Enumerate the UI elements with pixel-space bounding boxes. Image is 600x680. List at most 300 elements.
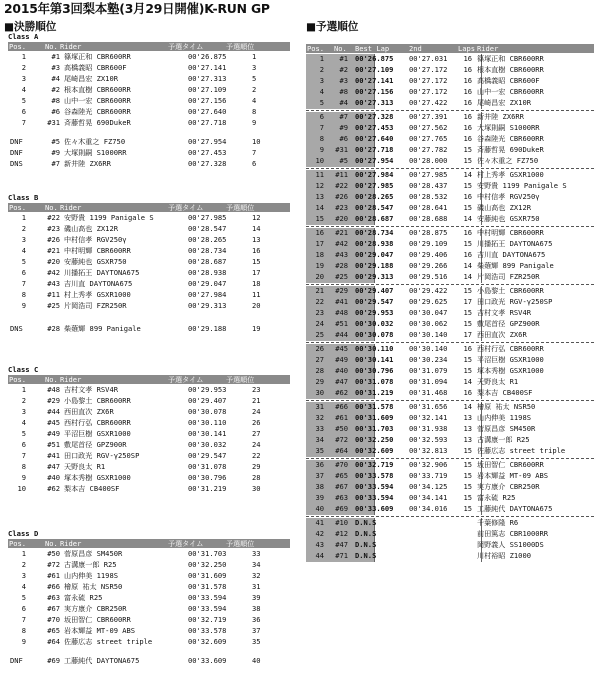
lap-cell-box bbox=[374, 540, 482, 551]
header-cell: No. bbox=[45, 375, 58, 384]
best-lap-cell: 00'31.703 bbox=[355, 424, 394, 433]
2nd-lap-cell: 00'32.906 bbox=[409, 460, 448, 469]
best-lap-cell: D.N.S bbox=[355, 518, 377, 527]
pos-cell: 28 bbox=[315, 366, 324, 375]
pos-cell: 6 bbox=[21, 107, 26, 116]
header-cell: 予選タイム bbox=[168, 375, 204, 384]
table-row bbox=[8, 301, 290, 312]
final-table-header bbox=[8, 375, 290, 384]
table-row bbox=[8, 571, 290, 582]
qual-pos-cell: 23 bbox=[252, 385, 261, 394]
laps-cell: 15 bbox=[463, 145, 472, 154]
no-cell: #1 bbox=[51, 52, 60, 61]
table-row bbox=[8, 451, 290, 462]
header-cell: 予選タイム bbox=[168, 203, 204, 212]
best-lap-cell: 00'29.313 bbox=[355, 272, 394, 281]
2nd-lap-cell: 00'31.468 bbox=[409, 388, 448, 397]
best-lap-cell: 00'28.687 bbox=[355, 214, 394, 223]
qual-time-cell: 00'27.141 bbox=[188, 63, 227, 72]
qual-pos-cell: 19 bbox=[252, 324, 261, 333]
no-cell: #64 bbox=[335, 446, 348, 455]
table-row bbox=[306, 471, 594, 482]
rider-cell: 富永硫 R25 bbox=[477, 493, 516, 502]
rider-cell: 中村明輝 CBR600RR bbox=[477, 228, 544, 237]
pos-cell: 42 bbox=[315, 529, 324, 538]
table-row bbox=[306, 286, 594, 297]
pos-cell: 41 bbox=[315, 518, 324, 527]
2nd-lap-cell: 00'27.031 bbox=[409, 54, 448, 63]
qual-pos-cell: 13 bbox=[252, 235, 261, 244]
rider-cell: 中村信孝 RGV250γ bbox=[64, 235, 127, 244]
no-cell: #28 bbox=[335, 261, 348, 270]
no-cell: #50 bbox=[47, 549, 60, 558]
laps-cell: 16 bbox=[463, 54, 472, 63]
no-cell: #28 bbox=[47, 324, 60, 333]
table-row bbox=[8, 626, 290, 637]
best-lap-cell: 00'28.734 bbox=[355, 228, 394, 237]
no-cell: #40 bbox=[335, 366, 348, 375]
laps-cell: 16 bbox=[463, 65, 472, 74]
no-cell: #42 bbox=[47, 268, 60, 277]
best-lap-cell: 00'29.407 bbox=[355, 286, 394, 295]
qual-time-cell: 00'29.313 bbox=[188, 301, 227, 310]
best-lap-cell: 00'28.547 bbox=[355, 203, 394, 212]
rider-cell: 尾崎昌宏 ZX10R bbox=[477, 98, 531, 107]
header-cell: 予選順位 bbox=[226, 203, 255, 212]
qual-time-cell: 00'31.078 bbox=[188, 462, 227, 471]
laps-cell: 15 bbox=[463, 446, 472, 455]
2nd-lap-cell: 00'27.422 bbox=[409, 98, 448, 107]
no-cell: #23 bbox=[47, 224, 60, 233]
laps-cell: 14 bbox=[463, 272, 472, 281]
pos-cell: 27 bbox=[315, 355, 324, 364]
pos-cell: 11 bbox=[315, 170, 324, 179]
pos-cell: 3 bbox=[21, 235, 26, 244]
rider-cell: 川播拓王 DAYTONA675 bbox=[64, 268, 140, 277]
table-row bbox=[8, 324, 290, 335]
table-row bbox=[306, 518, 594, 529]
rider-cell: 川村裕昭 Z1000 bbox=[477, 551, 531, 560]
table-row bbox=[8, 429, 290, 440]
no-cell: #8 bbox=[51, 96, 60, 105]
no-cell: #51 bbox=[47, 440, 60, 449]
no-cell: #66 bbox=[335, 402, 348, 411]
rider-cell: 斉藤哲晃 690DukeR bbox=[64, 118, 131, 127]
best-lap-cell: 00'30.110 bbox=[355, 344, 394, 353]
qual-time-cell: 00'33.594 bbox=[188, 604, 227, 613]
header-cell: Pos. bbox=[9, 539, 27, 548]
2nd-lap-cell: 00'30.234 bbox=[409, 355, 448, 364]
qual-time-cell: 00'27.954 bbox=[188, 137, 227, 146]
table-row bbox=[8, 440, 290, 451]
final-table-header bbox=[8, 42, 290, 51]
no-cell: #72 bbox=[47, 560, 60, 569]
pos-cell: 21 bbox=[315, 286, 324, 295]
no-cell: #66 bbox=[47, 582, 60, 591]
pos-cell: 5 bbox=[21, 257, 26, 266]
laps-cell: 15 bbox=[463, 319, 472, 328]
qual-time-cell: 00'28.265 bbox=[188, 235, 227, 244]
pos-cell: DNF bbox=[10, 148, 23, 157]
no-cell: #25 bbox=[335, 272, 348, 281]
final-results-heading: ■決勝順位 bbox=[4, 21, 57, 33]
rider-cell: 小島黎土 CBR600RR bbox=[64, 396, 131, 405]
laps-cell: 14 bbox=[463, 402, 472, 411]
rider-cell: 前田篤志 CBR1000RR bbox=[477, 529, 549, 538]
pos-cell: 6 bbox=[319, 112, 324, 121]
no-cell: #11 bbox=[47, 290, 60, 299]
no-cell: #71 bbox=[335, 551, 348, 560]
qual-pos-cell: 2 bbox=[252, 85, 257, 94]
laps-cell: 16 bbox=[463, 250, 472, 259]
2nd-lap-cell: 00'33.719 bbox=[409, 471, 448, 480]
laps-cell: 15 bbox=[463, 493, 472, 502]
table-row bbox=[8, 656, 290, 667]
lap-cell-box bbox=[374, 529, 482, 540]
no-cell: #47 bbox=[335, 377, 348, 386]
rider-cell: 磯山高也 ZX12R bbox=[64, 224, 118, 233]
rider-cell: 天野良太 R1 bbox=[64, 462, 106, 471]
2nd-lap-cell: 00'30.062 bbox=[409, 319, 448, 328]
table-row bbox=[306, 529, 594, 540]
best-lap-cell: D.N.S bbox=[355, 540, 377, 549]
laps-cell: 15 bbox=[463, 181, 472, 190]
best-lap-cell: 00'27.984 bbox=[355, 170, 394, 179]
qual-pos-cell: 36 bbox=[252, 615, 261, 624]
table-row bbox=[306, 551, 594, 562]
table-row bbox=[8, 484, 290, 495]
no-cell: #69 bbox=[47, 656, 60, 665]
best-lap-cell: D.N.S bbox=[355, 529, 377, 538]
no-cell: #51 bbox=[335, 319, 348, 328]
pos-cell: 13 bbox=[315, 192, 324, 201]
rider-cell: 吉川直 DAYTONA675 bbox=[477, 250, 546, 259]
table-row bbox=[306, 112, 594, 123]
2nd-lap-cell: 00'34.016 bbox=[409, 504, 448, 513]
2nd-lap-cell: 00'27.172 bbox=[409, 76, 448, 85]
rider-cell: 塚本秀樹 GSXR1000 bbox=[64, 473, 131, 482]
rider-cell: 根本直樹 CBR600RR bbox=[64, 85, 131, 94]
rider-cell: 新井陸 ZX6RR bbox=[64, 159, 111, 168]
table-row bbox=[306, 435, 594, 446]
pos-cell: 4 bbox=[21, 582, 26, 591]
table-row bbox=[8, 396, 290, 407]
pos-cell: 17 bbox=[315, 239, 324, 248]
pos-cell: 25 bbox=[315, 330, 324, 339]
laps-cell: 16 bbox=[463, 192, 472, 201]
best-lap-cell: 00'29.188 bbox=[355, 261, 394, 270]
rider-cell: 大塚則嗣 S1000RR bbox=[477, 123, 540, 132]
pos-cell: 26 bbox=[315, 344, 324, 353]
best-lap-cell: 00'29.047 bbox=[355, 250, 394, 259]
2nd-lap-cell: 00'29.625 bbox=[409, 297, 448, 306]
table-row bbox=[8, 159, 290, 170]
pos-cell: 7 bbox=[21, 451, 26, 460]
lap-cell-box bbox=[374, 551, 482, 562]
no-cell: #20 bbox=[47, 257, 60, 266]
qual-pos-cell: 4 bbox=[252, 96, 257, 105]
no-cell: #48 bbox=[335, 308, 348, 317]
header-cell: Pos. bbox=[9, 203, 27, 212]
best-lap-cell: 00'30.078 bbox=[355, 330, 394, 339]
rider-cell: 篠塚正和 CBR600RR bbox=[477, 54, 544, 63]
no-cell: #9 bbox=[339, 123, 348, 132]
2nd-lap-cell: 00'32.813 bbox=[409, 446, 448, 455]
laps-cell: 16 bbox=[463, 98, 472, 107]
2nd-lap-cell: 00'31.656 bbox=[409, 402, 448, 411]
table-row bbox=[306, 214, 594, 225]
laps-cell: 16 bbox=[463, 76, 472, 85]
pos-cell: 9 bbox=[21, 301, 26, 310]
pos-cell: 1 bbox=[21, 213, 26, 222]
qual-time-cell: 00'26.875 bbox=[188, 52, 227, 61]
qual-pos-cell: 15 bbox=[252, 257, 261, 266]
rider-cell: 篠塚正和 CBR600RR bbox=[64, 52, 131, 61]
qual-pos-cell: 28 bbox=[252, 473, 261, 482]
qual-time-cell: 00'28.687 bbox=[188, 257, 227, 266]
no-cell: #23 bbox=[335, 203, 348, 212]
qual-time-cell: 00'28.734 bbox=[188, 246, 227, 255]
no-cell: #12 bbox=[335, 529, 348, 538]
rider-cell: 新井陸 ZX6RR bbox=[477, 112, 524, 121]
no-cell: #6 bbox=[339, 134, 348, 143]
no-cell: #26 bbox=[47, 235, 60, 244]
qual-time-cell: 00'30.110 bbox=[188, 418, 227, 427]
laps-cell: 13 bbox=[463, 413, 472, 422]
2nd-lap-cell: 00'34.141 bbox=[409, 493, 448, 502]
no-cell: #63 bbox=[47, 593, 60, 602]
no-cell: #40 bbox=[47, 473, 60, 482]
best-lap-cell: 00'30.032 bbox=[355, 319, 394, 328]
qual-time-cell: 00'27.640 bbox=[188, 107, 227, 116]
best-lap-cell: 00'33.594 bbox=[355, 493, 394, 502]
final-table-header bbox=[8, 539, 290, 548]
best-lap-cell: 00'33.594 bbox=[355, 482, 394, 491]
rider-cell: 安野貴 1199 Panigale S bbox=[477, 181, 567, 190]
group-separator bbox=[306, 458, 594, 459]
2nd-lap-cell: 00'27.782 bbox=[409, 145, 448, 154]
class-label: Class B bbox=[8, 193, 39, 202]
table-row bbox=[306, 460, 594, 471]
laps-cell: 15 bbox=[463, 482, 472, 491]
pos-cell: 35 bbox=[315, 446, 324, 455]
header-cell: No. bbox=[45, 203, 58, 212]
laps-cell: 15 bbox=[463, 471, 472, 480]
laps-cell: 16 bbox=[463, 87, 472, 96]
qual-time-cell: 00'33.594 bbox=[188, 593, 227, 602]
2nd-lap-cell: 00'30.140 bbox=[409, 344, 448, 353]
pos-cell: 37 bbox=[315, 471, 324, 480]
table-row bbox=[306, 170, 594, 181]
best-lap-cell: 00'27.718 bbox=[355, 145, 394, 154]
no-cell: #26 bbox=[335, 192, 348, 201]
qual-time-cell: 00'31.219 bbox=[188, 484, 227, 493]
table-row bbox=[306, 156, 594, 167]
qual-pos-cell: 5 bbox=[252, 74, 257, 83]
pos-cell: 43 bbox=[315, 540, 324, 549]
laps-cell: 15 bbox=[463, 366, 472, 375]
laps-cell: 13 bbox=[463, 435, 472, 444]
qual-time-cell: 00'32.609 bbox=[188, 637, 227, 646]
rider-cell: 安野貴 1199 Panigale S bbox=[64, 213, 154, 222]
pos-cell: 1 bbox=[21, 52, 26, 61]
group-separator bbox=[306, 168, 594, 169]
table-row bbox=[8, 118, 290, 129]
2nd-lap-cell: 00'28.437 bbox=[409, 181, 448, 190]
table-row bbox=[306, 402, 594, 413]
no-cell: #7 bbox=[51, 159, 60, 168]
group-separator bbox=[306, 342, 594, 343]
table-row bbox=[306, 145, 594, 156]
no-cell: #45 bbox=[47, 418, 60, 427]
qual-time-cell: 00'29.188 bbox=[188, 324, 227, 333]
no-cell: #65 bbox=[47, 626, 60, 635]
2nd-lap-cell: 00'31.079 bbox=[409, 366, 448, 375]
table-row bbox=[8, 604, 290, 615]
best-lap-cell: 00'27.313 bbox=[355, 98, 394, 107]
rider-cell: 佐藤広志 street triple bbox=[477, 446, 566, 455]
rider-cell: 小島黎土 CBR600RR bbox=[477, 286, 544, 295]
qual-pos-cell: 14 bbox=[252, 224, 261, 233]
qual-time-cell: 00'27.313 bbox=[188, 74, 227, 83]
no-cell: #49 bbox=[335, 355, 348, 364]
laps-cell: 16 bbox=[463, 123, 472, 132]
2nd-lap-cell: 00'28.641 bbox=[409, 203, 448, 212]
pos-cell: 40 bbox=[315, 504, 324, 513]
no-cell: #44 bbox=[47, 407, 60, 416]
laps-cell: 15 bbox=[463, 156, 472, 165]
pos-cell: 30 bbox=[315, 388, 324, 397]
table-row bbox=[306, 446, 594, 457]
table-row bbox=[8, 85, 290, 96]
no-cell: #21 bbox=[47, 246, 60, 255]
qual-pos-cell: 7 bbox=[252, 148, 257, 157]
group-separator bbox=[306, 400, 594, 401]
no-cell: #5 bbox=[51, 137, 60, 146]
qual-time-cell: 00'27.109 bbox=[188, 85, 227, 94]
rider-cell: 岡野義人 SS1000DS bbox=[477, 540, 544, 549]
pos-cell: 4 bbox=[21, 246, 26, 255]
header-cell: Pos. bbox=[307, 44, 325, 53]
header-cell: 予選順位 bbox=[226, 42, 255, 51]
rider-cell: 古溝康一郎 R25 bbox=[64, 560, 117, 569]
pos-cell: 12 bbox=[315, 181, 324, 190]
qual-pos-cell: 16 bbox=[252, 246, 261, 255]
pos-cell: 5 bbox=[21, 593, 26, 602]
table-row bbox=[8, 213, 290, 224]
table-row bbox=[8, 462, 290, 473]
no-cell: #61 bbox=[47, 571, 60, 580]
pos-cell: 2 bbox=[21, 396, 26, 405]
table-row bbox=[306, 272, 594, 283]
best-lap-cell: D.N.S bbox=[355, 551, 377, 560]
pos-cell: DNS bbox=[10, 324, 23, 333]
table-row bbox=[8, 148, 290, 159]
rider-cell: 塚本秀樹 GSXR1000 bbox=[477, 366, 544, 375]
rider-cell: 安藤純也 GSXR750 bbox=[477, 214, 540, 223]
header-cell: 予選順位 bbox=[226, 375, 255, 384]
qual-time-cell: 00'31.578 bbox=[188, 582, 227, 591]
laps-cell: 16 bbox=[463, 112, 472, 121]
best-lap-cell: 00'31.078 bbox=[355, 377, 394, 386]
best-lap-cell: 00'32.250 bbox=[355, 435, 394, 444]
qual-time-cell: 00'27.328 bbox=[188, 159, 227, 168]
rider-cell: 大塚則嗣 S1000RR bbox=[64, 148, 127, 157]
rider-cell: 安藤純也 GSXR750 bbox=[64, 257, 127, 266]
pos-cell: 29 bbox=[315, 377, 324, 386]
best-lap-cell: 00'32.609 bbox=[355, 446, 394, 455]
no-cell: #62 bbox=[47, 484, 60, 493]
2nd-lap-cell: 00'27.172 bbox=[409, 65, 448, 74]
table-row bbox=[8, 96, 290, 107]
best-lap-cell: 00'31.219 bbox=[355, 388, 394, 397]
pos-cell: 36 bbox=[315, 460, 324, 469]
laps-cell: 15 bbox=[463, 504, 472, 513]
pos-cell: 7 bbox=[319, 123, 324, 132]
table-row bbox=[306, 308, 594, 319]
qual-pos-cell: 24 bbox=[252, 440, 261, 449]
qual-pos-cell: 40 bbox=[252, 656, 261, 665]
best-lap-cell: 00'30.796 bbox=[355, 366, 394, 375]
header-cell: 2nd bbox=[409, 44, 422, 53]
no-cell: #49 bbox=[47, 429, 60, 438]
rider-cell: 谷森陸光 CBR600RR bbox=[477, 134, 544, 143]
pos-cell: 1 bbox=[21, 549, 26, 558]
qual-time-cell: 00'32.250 bbox=[188, 560, 227, 569]
qual-pos-cell: 39 bbox=[252, 593, 261, 602]
pos-cell: 16 bbox=[315, 228, 324, 237]
2nd-lap-cell: 00'29.422 bbox=[409, 286, 448, 295]
rider-cell: 西村行弘 CBR600RR bbox=[64, 418, 131, 427]
header-cell: Rider bbox=[477, 44, 499, 53]
2nd-lap-cell: 00'27.172 bbox=[409, 87, 448, 96]
no-cell: #43 bbox=[335, 250, 348, 259]
qual-time-cell: 00'30.141 bbox=[188, 429, 227, 438]
rider-cell: 吉川直 DAYTONA675 bbox=[64, 279, 133, 288]
no-cell: #6 bbox=[51, 107, 60, 116]
pos-cell: 10 bbox=[315, 156, 324, 165]
laps-cell: 14 bbox=[463, 261, 472, 270]
no-cell: #63 bbox=[335, 493, 348, 502]
pos-cell: 7 bbox=[21, 279, 26, 288]
table-row bbox=[306, 239, 594, 250]
2nd-lap-cell: 00'31.938 bbox=[409, 424, 448, 433]
table-row bbox=[8, 246, 290, 257]
laps-cell: 15 bbox=[463, 286, 472, 295]
rider-cell: 坂田智仁 CBR600RR bbox=[477, 460, 544, 469]
table-row bbox=[306, 355, 594, 366]
qual-pos-cell: 30 bbox=[252, 484, 261, 493]
best-lap-cell: 00'27.453 bbox=[355, 123, 394, 132]
no-cell: #10 bbox=[335, 518, 348, 527]
qual-time-cell: 00'27.984 bbox=[188, 290, 227, 299]
table-row bbox=[8, 63, 290, 74]
table-row bbox=[8, 235, 290, 246]
rider-cell: 田口政光 RGV-γ250SP bbox=[64, 451, 140, 460]
table-row bbox=[306, 54, 594, 65]
rider-cell: 岩本輝益 MT-09 ABS bbox=[64, 626, 136, 635]
no-cell: #25 bbox=[47, 301, 60, 310]
no-cell: #11 bbox=[335, 170, 348, 179]
pos-cell: 5 bbox=[319, 98, 324, 107]
rider-cell: 片岡浩司 FZR250R bbox=[64, 301, 127, 310]
table-row bbox=[306, 123, 594, 134]
best-lap-cell: 00'26.875 bbox=[355, 54, 394, 63]
no-cell: #41 bbox=[47, 451, 60, 460]
table-row bbox=[8, 582, 290, 593]
rider-cell: 柴薙輝 899 Panigale bbox=[477, 261, 554, 270]
qual-pos-cell: 18 bbox=[252, 279, 261, 288]
